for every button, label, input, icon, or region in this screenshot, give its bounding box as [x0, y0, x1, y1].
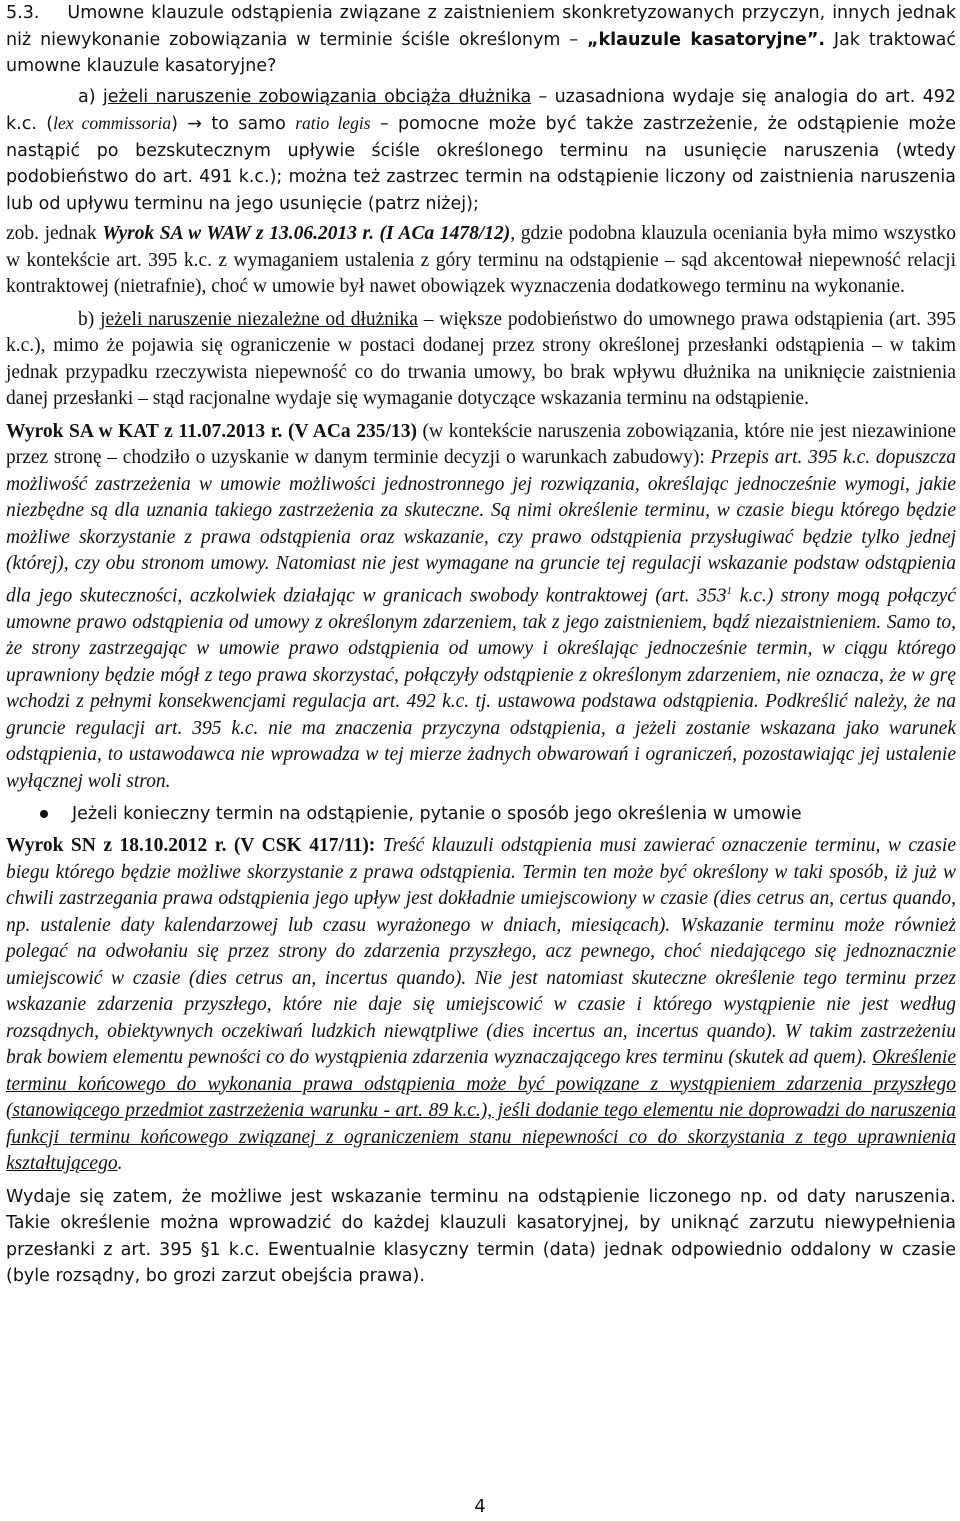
page-number: 4: [474, 1496, 486, 1517]
paragraph-b: [6, 307, 956, 413]
sn-end: .: [117, 1153, 123, 1174]
ratio-legis: ratio legis: [295, 113, 371, 133]
section-question: Jak traktować umowne klauzule kasatoryjne?: [6, 29, 956, 76]
kat-quote2: k.c.) strony mogą połączyć umowne prawo odstąpienia od umowy z określonym zdarzeniem, tak z jego zaistnieniem, bądź niezaistnieniem. Samo to, że strony zastrzegając w umowie prawo odstąpienia od umowy i określając jednocześnie termin, w ciągu którego uprawniony będzie mógł z tego prawa skorzystać, połączyły odstąpienie z określonym zdarzeniem, nie oznacza, że w grę wchodzi z pełnymi konsekwencjami regulacja art. 492 k.c. tj. ustawowa podstawa odstąpienia. Podkreślić należy, że na gruncie regulacji art. 395 k.c. nie ma znaczenia przyczyna odstąpienia, a jeżeli zostanie wskazana jako warunek odstąpienia, to ustawodawca nie wprowadza w tej mierze żadnych obwarowań i ograniczeń, pozostawiając jej ustalenie wyłącznej woli stron.: [6, 585, 956, 792]
arrow-text: ) → to samo: [171, 114, 296, 134]
para-a-text2: – pomocne może być także zastrzeżenie, że odstąpienie może nastąpić po bezskutecznym upływie ściśle określonego terminu na usunięcie naruszenia (wtedy podobieństwo do art. 491 k.c.); można też zastrzec termin na odstąpienie liczony od zaistnienia naruszenia lub od upływu terminu na jego usunięcie (patrz niżej);: [6, 114, 956, 214]
section-heading: [6, 0, 956, 80]
wyrok-sn: Wyrok SN z 18.10.2012 r. (V CSK 417/11):: [6, 835, 376, 856]
wyrok-sa-kat: Wyrok SA w KAT z 11.07.2013 r. (V ACa 235/13): [6, 420, 417, 442]
para-b-label: b): [78, 308, 101, 330]
sn-underlined: Określenie terminu końcowego do wykonania prawa odstąpienia może być powiązane z wystąpieniem zdarzenia przyszłego (stanowiącego przedmiot zastrzeżenia warunku - art. 89 k.c.), jeśli dodanie tego elementu nie doprowadzi do naruszenia funkcji terminu końcowego związanej z ograniczeniem stanu niepewności co do skorzystania z tego uprawnienia kształtującego: [6, 1047, 956, 1174]
kat-sup: 1: [726, 584, 733, 597]
kat-ruling: [6, 419, 956, 796]
paragraph-a-zob: [6, 221, 956, 301]
sn-quote: Treść klauzuli odstąpienia musi zawierać oznaczenie terminu, w czasie biegu którego będzie możliwe skorzystanie z prawa odstąpienia. Termin ten może być określony w taki sposób, iż już w chwili zastrzegania prawa odstąpienia jego upływ jest dokładnie umiejscowiony w czasie (dies cetrus an, certus quando, np. ustalenie daty kalendarzowej lub czasu wyrażonego w dniach, miesiącach). Wskazanie terminu może również polegać na odwołaniu się przez strony do zdarzenia przyszłego, acz pewnego, choć niedającego się jednoznacznie umiejscowić w czasie (dies cetrus an, incertus quando). Nie jest natomiast skuteczne określenie tego terminu przez wskazanie zdarzenia przyszłego, które nie daje się umiejscowić w czasie i którego wystąpienie nie jest według rozsądnych, obiektywnych oczekiwań ludzkich niewątpliwe (dies incertus an, incertus quando). W takim zastrzeżeniu brak bowiem elementu pewności co do wystąpienia zdarzenia wyznaczającego kres terminu (skutek ad quem).: [6, 835, 956, 1068]
zob-text: zob. jednak: [6, 223, 103, 244]
para-a-text1: – uzasadniona wydaje się analogia do art. 492 k.c. (: [6, 86, 957, 134]
para-b-underlined: jeżeli naruszenie niezależne od dłużnika: [100, 308, 418, 330]
lex-commissoria: lex commissoria: [53, 113, 172, 133]
section-heading-text: Umowne klauzule odstąpienia związane z zaistnieniem skonkretyzowanych przyczyn, innych jednak niż niewykonanie zobowiązania w terminie ściśle określonym –: [6, 3, 956, 50]
para-a-text3: , gdzie podobna klauzula oceniania była mimo wszystko w kontekście art. 395 k.c. z wymaganiem ustalenia z góry terminu na odstąpienie – sąd akcentował niepewność relacji kontraktowej (nietrafnie), choć w umowie był nawet obowiązek wyznaczenia dodatkowego terminu na wykonanie.: [6, 223, 956, 297]
document-page: [6, 0, 956, 1290]
section-number: 5.3.: [6, 3, 40, 23]
kat-quote: Przepis art. 395 k.c. dopuszcza możliwość zastrzeżenia w umowie możliwości jednostronnego jej rozwiązania, określając jednocześnie wymogi, jakie niezbędne są dla uznania takiego zastrzeżenia za skuteczne. Są nimi określenie terminu, w czasie biegu którego będzie możliwe skorzystanie z prawa odstąpienia oraz wskazanie, czy prawo odstąpienia przysługiwać będzie tylko jednej (której), czy obu stronom umowy. Natomiast nie jest wymagane na gruncie tej regulacji wskazanie podstaw odstąpienia dla jego skuteczności, aczkolwiek działając w granicach swobody kontraktowej (art. 353: [6, 447, 956, 606]
para-a-label: a): [78, 86, 103, 107]
section-bold-term: „klauzule kasatoryjne”.: [587, 29, 825, 50]
sn-ruling: [6, 833, 956, 1178]
kat-intro: (w kontekście naruszenia zobowiązania, które nie jest niezawinione przez stronę – chodziło o uzyskanie w danym terminie decyzji o warunkach zabudowy):: [6, 420, 956, 468]
closing-paragraph: Wydaje się zatem, że możliwe jest wskazanie terminu na odstąpienie liczonego np. od daty naruszenia. Takie określenie można wprowadzić do każdej klauzuli kasatoryjnej, by uniknąć zarzutu niewypełnienia przesłanki z art. 395 §1 k.c. Ewentualnie klasyczny termin (data) jednak odpowiednio oddalony w czasie (byle rozsądny, bo grozi zarzut obejścia prawa).: [6, 1186, 956, 1286]
bullet-icon: [40, 810, 48, 818]
para-a-underlined: jeżeli naruszenie zobowiązania obciąża dłużnika: [102, 86, 532, 107]
wyrok-sa-waw: Wyrok SA w WAW z 13.06.2013 r. (I ACa 1478/12): [102, 223, 511, 244]
para-b-text: – większe podobieństwo do umownego prawa odstąpienia (art. 395 k.c.), mimo że pojawia się ograniczenie w postaci dodanej przez strony określonej przesłanki odstąpienia – w takim jednak przypadku rzeczywista niepewność co do trwania umowy, bo brak wpływu dłużnika na uniknięcie zaistnienia danej przesłanki – stąd racjonalne wydaje się wymaganie dotyczące wskazania terminu na odstąpienie.: [6, 308, 957, 409]
bullet-item: [6, 801, 956, 827]
bullet-text: Jeżeli konieczny termin na odstąpienie, pytanie o sposób jego określenia w umowie: [72, 804, 802, 824]
paragraph-a: [6, 84, 956, 218]
